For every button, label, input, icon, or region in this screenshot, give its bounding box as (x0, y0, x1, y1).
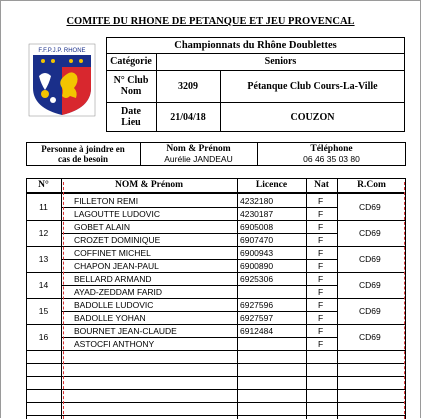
player-name: BOURNET JEAN-CLAUDE (74, 326, 177, 336)
player-nat: F (318, 222, 324, 232)
contact-phone-label: Téléphone (310, 144, 353, 154)
date-value: 21/04/18 (170, 111, 206, 123)
header-name: NOM & Prénom (114, 179, 184, 190)
player-nat: F (318, 209, 324, 219)
player-nat: F (318, 196, 324, 206)
team-number: 14 (38, 279, 49, 290)
empty-row-line (26, 389, 406, 390)
team-number: 13 (38, 253, 49, 264)
date-label: Date Lieu (121, 106, 141, 128)
player-licence: 6927597 (240, 313, 274, 323)
player-licence: 6912484 (240, 326, 274, 336)
player-nat: F (318, 248, 324, 258)
player-name: ASTOCFI ANTHONY (74, 339, 155, 349)
team-rcom: CD69 (359, 331, 381, 342)
contact-phone-block (257, 142, 406, 166)
club-number: 3209 (178, 80, 198, 92)
team-divider (26, 350, 406, 351)
category-value: Seniors (264, 56, 297, 67)
team-rcom: CD69 (359, 201, 381, 212)
player-divider (61, 259, 337, 260)
player-name: CHAPON JEAN-PAUL (74, 261, 159, 271)
page-break-line (404, 182, 405, 419)
player-licence: 6900890 (240, 261, 274, 271)
player-licence: 4232180 (240, 196, 274, 206)
player-licence: 6900943 (240, 248, 274, 258)
player-nat: F (318, 235, 324, 245)
team-number: 16 (38, 331, 49, 342)
player-name: CROZET DOMINIQUE (74, 235, 161, 245)
contact-phone-value: 06 46 35 03 80 (303, 154, 360, 164)
header-num: N° (38, 179, 49, 190)
player-name: BADOLLE LUDOVIC (74, 300, 154, 310)
player-nat: F (318, 261, 324, 271)
player-name: BADOLLE YOHAN (74, 313, 146, 323)
header-rcom: R.Com (357, 179, 386, 190)
empty-row-line (26, 376, 406, 377)
category-label: Catégorie (110, 56, 152, 67)
team-number: 12 (38, 227, 49, 238)
player-licence: 6907470 (240, 235, 274, 245)
player-nat: F (318, 339, 324, 349)
player-licence: 4230187 (240, 209, 274, 219)
player-name: LAGOUTTE LUDOVIC (74, 209, 160, 219)
player-name: GOBET ALAIN (74, 222, 131, 232)
empty-row-line (26, 363, 406, 364)
team-rcom: CD69 (359, 253, 381, 264)
player-name: FILLETON REMI (74, 196, 139, 206)
player-divider (61, 337, 337, 338)
team-rcom: CD69 (359, 305, 381, 316)
svg-text:F.F.P.J.P. RHONE: F.F.P.J.P. RHONE (38, 48, 86, 54)
team-rcom: CD69 (359, 279, 381, 290)
club-label: N° Club Nom (113, 75, 149, 97)
player-licence: 6927596 (240, 300, 274, 310)
player-nat: F (318, 287, 324, 297)
team-rcom: CD69 (359, 227, 381, 238)
player-name: COFFINET MICHEL (74, 248, 151, 258)
page-title: COMITE DU RHONE DE PETANQUE ET JEU PROVENCAL (66, 16, 355, 27)
contact-name-value: Aurélie JANDEAU (164, 154, 233, 164)
team-number: 11 (39, 201, 48, 212)
empty-row-line (26, 402, 406, 403)
player-licence: 6905008 (240, 222, 274, 232)
player-name: BELLARD ARMAND (74, 274, 152, 284)
header-licence: Licence (255, 179, 288, 190)
championship-title: Championnats du Rhône Doublettes (174, 39, 337, 51)
empty-row-line (26, 415, 406, 416)
player-name: AYAD-ZEDDAM FARID (74, 287, 162, 297)
place-value: COUZON (290, 111, 335, 123)
team-number: 15 (38, 305, 49, 316)
club-name: Pétanque Club Cours-La-Ville (247, 80, 378, 92)
player-nat: F (318, 274, 324, 284)
contact-name-block (140, 142, 257, 166)
ffpjp-rhone-logo (27, 42, 97, 118)
player-divider (61, 285, 337, 286)
header-nat: Nat (314, 179, 329, 190)
contact-person-label: Personne à joindre en cas de besoin (41, 144, 125, 164)
player-nat: F (318, 313, 324, 323)
player-divider (61, 233, 337, 234)
player-nat: F (318, 300, 324, 310)
player-divider (61, 207, 337, 208)
player-nat: F (318, 326, 324, 336)
player-divider (61, 311, 337, 312)
contact-name-label: Nom & Prénom (166, 144, 231, 154)
player-licence: 6925306 (240, 274, 274, 284)
page-break-line (63, 182, 64, 419)
